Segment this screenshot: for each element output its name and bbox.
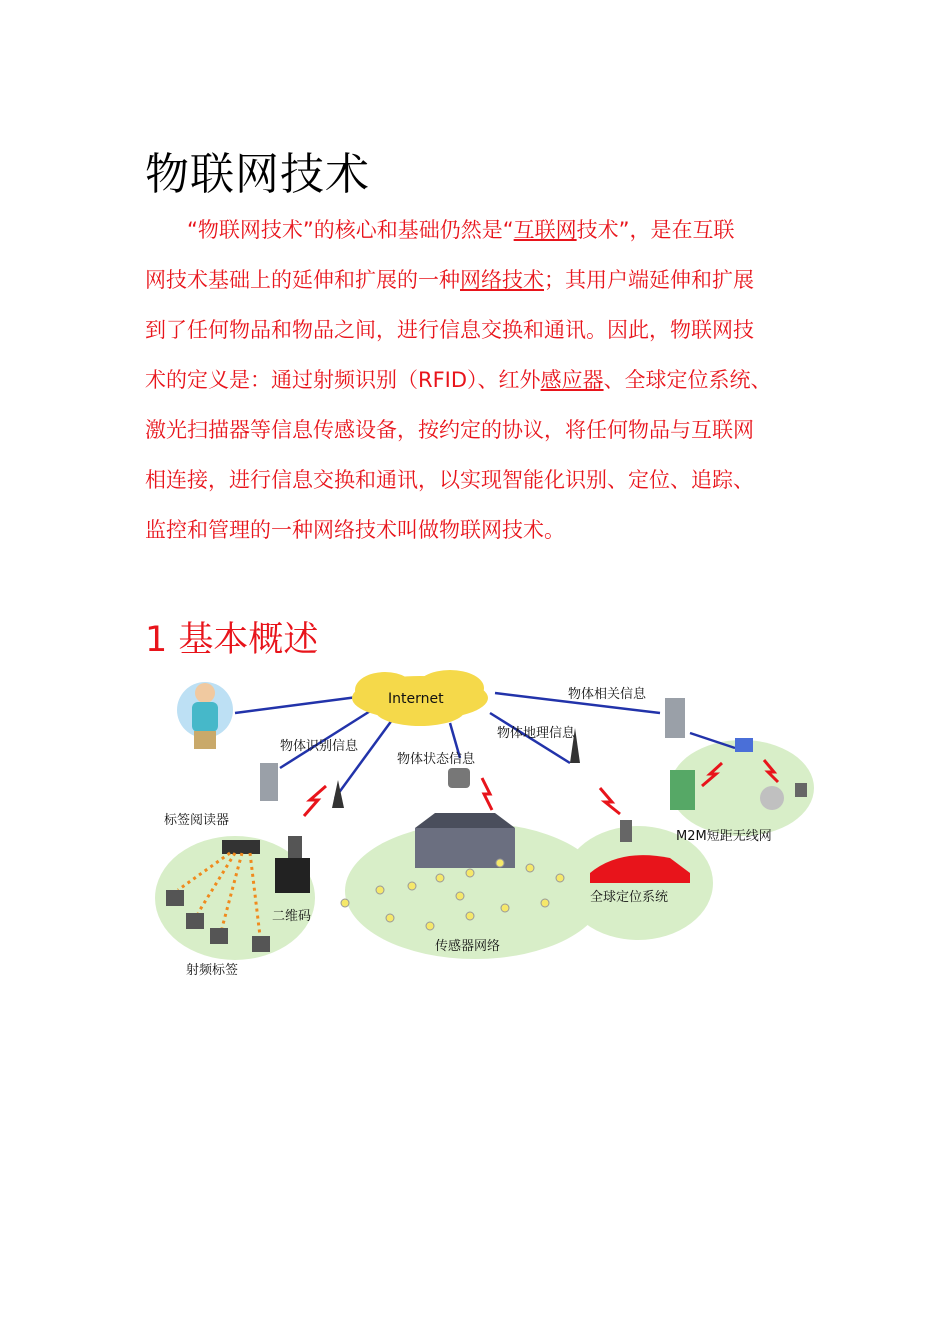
signal-icon xyxy=(482,778,492,810)
satellite-icon xyxy=(735,738,753,752)
server-icon xyxy=(665,698,685,738)
tag-reader-icon xyxy=(222,840,260,854)
phone-icon xyxy=(288,836,302,858)
section-heading: 1 基本概述 xyxy=(145,620,319,660)
mobile-device-icon xyxy=(795,783,807,797)
intro-paragraph xyxy=(145,205,825,555)
signal-icon xyxy=(600,788,620,814)
para-line-3: 到了任何物品和物品之间，进行信息交换和通讯。因此，物联网技 xyxy=(145,318,754,342)
label-sensor-net: 传感器网络 xyxy=(435,939,501,954)
sensor-device-icon xyxy=(448,768,470,788)
para-line-6: 相连接，进行信息交换和通讯，以实现智能化识别、定位、追踪、 xyxy=(145,468,754,492)
para-line-4: 术的定义是：通过射频识别（RFID）、红外感应器、全球定位系统、 xyxy=(145,368,772,392)
label-m2m: M2M短距无线网 xyxy=(676,829,772,844)
antenna-tower-icon xyxy=(332,780,344,808)
label-tag-reader: 标签阅读器 xyxy=(164,813,230,828)
para-line-2: 网技术基础上的延伸和扩展的一种网络技术；其用户端延伸和扩展 xyxy=(145,268,754,292)
label-obj-related: 物体相关信息 xyxy=(568,687,647,702)
label-obj-identify: 物体识别信息 xyxy=(280,739,359,754)
qr-code-icon xyxy=(275,858,310,893)
para-line-1: “物联网技术”的核心和基础仍然是“互联网技术”，是在互联 xyxy=(187,218,735,242)
rfid-tag-icon xyxy=(252,936,270,952)
label-gps: 全球定位系统 xyxy=(590,890,669,905)
page-title: 物联网技术 xyxy=(145,149,370,200)
para-line-5: 激光扫描器等信息传感设备，按约定的协议，将任何物品与互联网 xyxy=(145,418,754,442)
para-line-7: 监控和管理的一种网络技术叫做物联网技术。 xyxy=(145,518,565,542)
label-qr-code: 二维码 xyxy=(272,909,312,924)
rfid-tag-icon xyxy=(166,890,184,906)
internet-label: Internet xyxy=(388,691,444,707)
house-icon xyxy=(670,770,695,810)
label-obj-geo: 物体地理信息 xyxy=(497,726,576,741)
link-network-tech[interactable]: 网络技术 xyxy=(460,268,544,292)
label-rfid-tag: 射频标签 xyxy=(186,963,239,978)
rfid-tag-icon xyxy=(210,928,228,944)
server-icon xyxy=(260,763,278,801)
antenna-dish-icon xyxy=(620,820,632,842)
user-icon xyxy=(177,682,233,749)
link-internet[interactable]: 互联网 xyxy=(513,218,577,242)
iot-diagram xyxy=(150,668,830,988)
signal-icon xyxy=(304,786,326,816)
label-obj-status: 物体状态信息 xyxy=(397,752,476,767)
rfid-tag-icon xyxy=(186,913,204,929)
link-sensor[interactable]: 感应器 xyxy=(540,368,604,392)
lamp-icon xyxy=(760,786,784,810)
